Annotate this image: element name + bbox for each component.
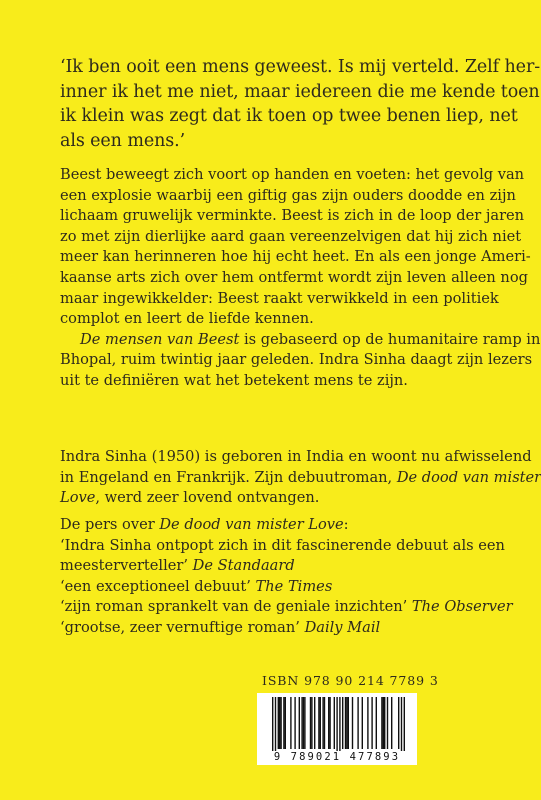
press-source: The Observer xyxy=(411,598,513,616)
press-intro-text: De pers over xyxy=(60,516,160,533)
barcode-bar xyxy=(318,697,319,749)
barcode-bar xyxy=(387,697,388,749)
barcode xyxy=(257,693,417,765)
barcode-bar xyxy=(328,697,329,749)
barcode-bar xyxy=(279,697,280,749)
isbn-number: ISBN 978 90 214 7789 3 xyxy=(262,673,439,688)
press-quote-line xyxy=(60,597,513,618)
barcode-bar xyxy=(376,697,377,749)
debut-title: De dood van mister xyxy=(396,468,541,486)
barcode-bar xyxy=(371,697,372,749)
barcode-bar xyxy=(314,697,315,749)
author-line xyxy=(60,488,460,509)
barcode-bar xyxy=(278,697,279,749)
blurb-line: complot en leert de liefde kennen. xyxy=(60,310,314,328)
barcode-bar xyxy=(294,697,295,749)
blurb-line: Bhopal, ruim twintig jaar geleden. Indra Sinha daagt zijn lezers xyxy=(60,351,533,369)
blurb-paragraph-1 xyxy=(60,165,531,330)
barcode-bar xyxy=(336,697,337,754)
blurb-paragraph-2 xyxy=(60,330,541,392)
barcode-bar xyxy=(334,697,335,749)
press-quote-line xyxy=(60,577,460,598)
quote-line: ‘Ik ben ooit een mens geweest. Is mij verteld. Zelf her- xyxy=(60,57,541,77)
blurb-line: meer kan herinneren hoe hij echt heet. En als een jonge Ameri- xyxy=(60,248,531,266)
debut-title: De dood van mister Love xyxy=(159,516,344,533)
author-bio xyxy=(60,447,541,509)
author-line xyxy=(60,468,541,489)
barcode-bar xyxy=(339,697,340,754)
barcode-bar xyxy=(275,697,276,754)
barcode-bar xyxy=(384,697,385,749)
quote-line: inner ik het me niet, maar iedereen die me kende toen xyxy=(60,81,540,102)
blurb-line xyxy=(60,330,541,351)
barcode-bar xyxy=(322,697,323,749)
barcode-bar xyxy=(310,697,311,749)
press-quote-line xyxy=(60,618,460,639)
barcode-bar xyxy=(290,697,291,749)
barcode-bar xyxy=(280,697,281,749)
barcode-bar xyxy=(324,697,325,749)
barcode-bar xyxy=(398,697,399,749)
barcode-digits: 9 789021 477893 xyxy=(257,751,417,763)
blurb-line: lichaam gruwelijk verminkte. Beest is zich in de loop der jaren xyxy=(60,207,525,225)
press-source: Daily Mail xyxy=(304,618,381,636)
barcode-bar xyxy=(348,697,349,749)
quote-line: als een mens.’ xyxy=(60,130,186,151)
barcode-bar xyxy=(345,697,346,749)
blurb-text: is gebaseerd op de humanitaire ramp in xyxy=(239,330,541,348)
blurb-line: maar ingewikkelder: Beest raakt verwikkeld in een politiek xyxy=(60,289,499,307)
press-source: De Standaard xyxy=(192,557,295,575)
barcode-bar xyxy=(285,697,286,749)
barcode-bar xyxy=(362,697,363,749)
press-source: The Times xyxy=(255,577,333,595)
press-quote-text: ‘zijn roman sprankelt van de geniale inzichten’ xyxy=(60,598,412,616)
barcode-bar xyxy=(391,697,392,749)
blurb-section xyxy=(60,165,541,392)
barcode-bar xyxy=(299,697,300,749)
press-quote-text: meesterverteller’ xyxy=(60,557,193,575)
barcode-bar xyxy=(272,697,273,754)
barcode-bar xyxy=(357,697,358,749)
opening-quote xyxy=(60,55,541,153)
barcode-bar xyxy=(367,697,368,749)
barcode-bar xyxy=(381,697,382,749)
blurb-line: kaanse arts zich over hem ontfermt wordt zijn leven alleen nog xyxy=(60,268,528,286)
barcode-bar xyxy=(401,697,402,754)
press-intro xyxy=(60,515,460,536)
barcode-bar xyxy=(283,697,284,749)
blurb-line: zo met zijn dierlijke aard gaan vereenzelvigen dat hij zich niet xyxy=(60,227,522,245)
press-quotes xyxy=(60,515,513,639)
barcode-bar xyxy=(342,697,343,749)
blurb-line: Beest beweegt zich voort op handen en voeten: het gevolg van xyxy=(60,166,525,183)
barcode-bar xyxy=(383,697,384,749)
press-quote-text: ‘een exceptioneel debuut’ xyxy=(60,577,256,595)
debut-title: Love xyxy=(60,489,96,507)
book-title: De mensen van Beest xyxy=(80,330,240,348)
barcode-bar xyxy=(329,697,330,749)
barcode-bar xyxy=(311,697,312,749)
barcode-bar xyxy=(352,697,353,749)
press-quote-line: ‘Indra Sinha ontpopt zich in dit fascinerende debuut als een xyxy=(60,536,505,554)
quote-line: ik klein was zegt dat ik toen op twee benen liep, net xyxy=(60,106,518,126)
author-text: , werd zeer lovend ontvangen. xyxy=(95,489,320,507)
blurb-line: een explosie waarbij een giftig gas zijn ouders doodde en zijn xyxy=(60,186,516,204)
barcode-bar xyxy=(303,697,304,749)
barcode-bar xyxy=(346,697,347,749)
quote-text xyxy=(60,55,541,153)
barcode-bar xyxy=(320,697,321,749)
blurb-line: uit te definiëren wat het betekent mens te zijn. xyxy=(60,371,408,389)
press-quote-text: ‘grootse, zeer vernuftige roman’ xyxy=(60,618,305,636)
author-line: Indra Sinha (1950) is geboren in India en woont nu afwisselend xyxy=(60,448,532,465)
press-intro-text: : xyxy=(343,516,349,533)
barcode-bar xyxy=(301,697,302,749)
press-quote-line xyxy=(60,556,460,577)
barcode-bar xyxy=(304,697,305,749)
author-text: in Engeland en Frankrijk. Zijn debuutroman, xyxy=(60,468,397,486)
barcode-bar xyxy=(404,697,405,754)
